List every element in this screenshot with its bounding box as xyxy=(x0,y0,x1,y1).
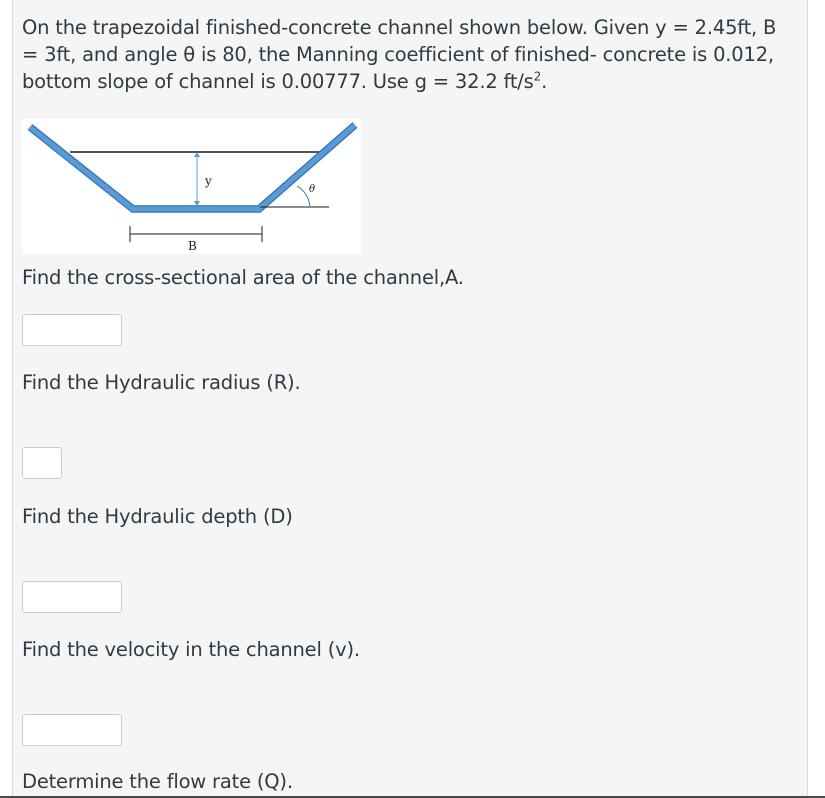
question-area: Find the cross-sectional area of the channel,A. xyxy=(22,266,464,289)
problem-statement xyxy=(22,14,782,95)
question-velocity: Find the velocity in the channel (v). xyxy=(22,638,360,661)
question-hydraulic-radius: Find the Hydraulic radius (R). xyxy=(22,371,301,394)
channel-figure xyxy=(22,119,361,254)
problem-text: On the trapezoidal finished-concrete channel shown below. Given y = 2.45ft, B = 3ft, and angle θ is 80, the Manning coefficient of finished- concrete is 0.012, bottom slope of channel is 0.00777. Use g = 32.2 ft/s xyxy=(22,16,777,93)
question-flow-rate: Determine the flow rate (Q). xyxy=(22,770,293,793)
label-y: y xyxy=(205,174,212,188)
answer-input-hydraulic-radius[interactable] xyxy=(22,447,62,479)
label-theta: θ xyxy=(309,184,316,195)
label-b: B xyxy=(188,239,197,253)
answer-input-velocity[interactable] xyxy=(22,714,122,746)
problem-end: . xyxy=(541,70,548,93)
superscript-exponent: 2 xyxy=(533,69,542,84)
channel-wall-fill xyxy=(30,125,355,209)
answer-input-hydraulic-depth[interactable] xyxy=(22,581,122,613)
trapezoid-channel-diagram xyxy=(22,119,361,254)
question-hydraulic-depth: Find the Hydraulic depth (D) xyxy=(22,505,293,528)
answer-input-area[interactable] xyxy=(22,314,122,346)
